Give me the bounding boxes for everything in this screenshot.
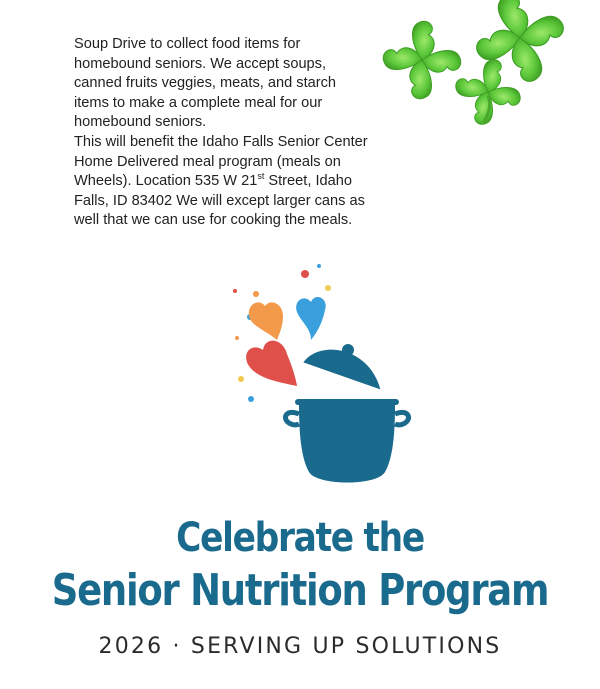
benefit-text-start: This will benefit the Idaho Falls Senior Center Home Delivered meal program (meals on Wheels). Location 535 W 21	[74, 133, 368, 190]
heart-icon	[249, 302, 283, 340]
cooking-pot-icon	[225, 258, 415, 490]
tagline: 2026 · SERVING UP SOLUTIONS	[98, 634, 502, 659]
headline-program: Senior Nutrition Program	[51, 565, 549, 616]
ordinal-superscript: st	[257, 171, 265, 182]
four-leaf-clover-icon	[370, 0, 600, 125]
flyer-description	[74, 35, 374, 231]
soup-drive-paragraph: Soup Drive to collect food items for homebound seniors. We accept soups, canned fruits veggies, meats, and starch items to make a complete meal for our homebound seniors.	[74, 36, 337, 131]
benefit-paragraph	[74, 133, 374, 231]
heart-icon	[296, 297, 326, 340]
heart-icon	[246, 341, 297, 386]
headline-celebrate: Celebrate the	[176, 515, 424, 561]
benefit-text-end: Street, Idaho Falls, ID 83402 We will except larger cans as well that we can use for cooking the meals.	[74, 173, 365, 229]
